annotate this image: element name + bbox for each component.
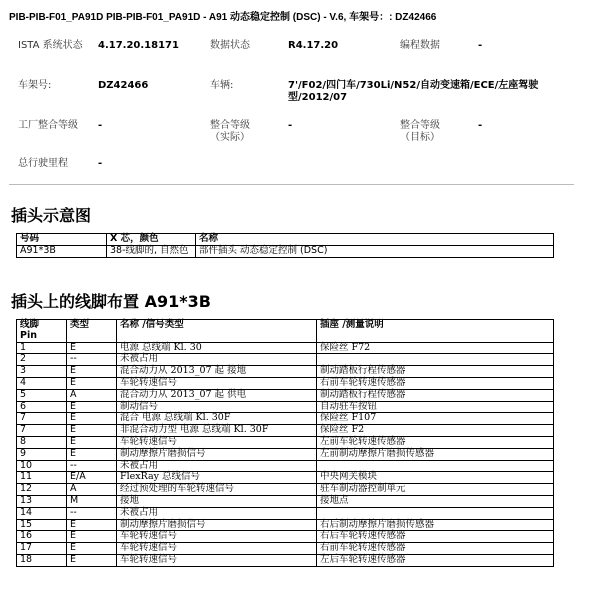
pin-socket: 制动踏板行程传感器 <box>317 366 554 378</box>
target-level-value: - <box>478 120 483 131</box>
pin-socket: 左后车轮转速传感器 <box>317 554 554 566</box>
pin-socket: 驻车制动器控制单元 <box>317 484 554 496</box>
pin-signal: 车轮转速信号 <box>117 543 317 555</box>
pin-socket: 右后制动摩擦片磨损传感器 <box>317 519 554 531</box>
pin-number: 4 <box>17 377 67 389</box>
pin-signal: 非混合动力型 电源 总线端 Kl. 30F <box>117 425 317 437</box>
pin-socket: 右前车轮转速传感器 <box>317 543 554 555</box>
pin-number: 5 <box>17 389 67 401</box>
pin-socket: 左前车轮转速传感器 <box>317 436 554 448</box>
divider <box>9 184 574 185</box>
vehicle-value: 7'/F02/四门车/730Li/N52/自动变速箱/ECE/左座驾驶型/2012/07 <box>288 80 539 103</box>
actual-level-value: - <box>288 120 293 131</box>
pin-type: M <box>67 495 117 507</box>
pin-signal: 混合动力从 2013_07 起 接地 <box>117 366 317 378</box>
pin-assignment-title: 插头上的线脚布置 A91*3B <box>11 292 211 311</box>
pin-socket <box>317 354 554 366</box>
pin-socket: 接地点 <box>317 495 554 507</box>
table-row <box>17 531 554 543</box>
pin-type: E <box>67 413 117 425</box>
data-status-value: R4.17.20 <box>288 40 339 51</box>
pin-type: E/A <box>67 472 117 484</box>
table-row <box>17 554 554 566</box>
pin-signal: 混合 电源 总线端 Kl. 30F <box>117 413 317 425</box>
pin-signal: 接地 <box>117 495 317 507</box>
table-row <box>17 543 554 555</box>
pin-number: 6 <box>17 401 67 413</box>
pin-type: E <box>67 554 117 566</box>
table-row <box>17 472 554 484</box>
header-type: 类型 <box>67 320 117 343</box>
pin-signal: 制动信号 <box>117 401 317 413</box>
pin-type: E <box>67 448 117 460</box>
pin-type: E <box>67 543 117 555</box>
vin-value: DZ42466 <box>98 80 149 91</box>
prog-data-value: - <box>478 40 483 51</box>
pin-number: 1 <box>17 342 67 354</box>
header-signal: 名称 /信号类型 <box>117 320 317 343</box>
mileage-label: 总行驶里程 <box>18 158 68 169</box>
table-row <box>17 389 554 401</box>
pin-table-header <box>17 320 554 343</box>
pin-signal: 制动摩擦片磨损信号 <box>117 448 317 460</box>
table-row <box>17 413 554 425</box>
actual-level-label: 整合等级（实际） <box>210 120 250 143</box>
table-row <box>17 342 554 354</box>
pin-number: 15 <box>17 519 67 531</box>
pin-number: 11 <box>17 472 67 484</box>
pin-signal: 制动摩擦片磨损信号 <box>117 519 317 531</box>
pin-socket: 保险丝 F2 <box>317 425 554 437</box>
pin-number: 18 <box>17 554 67 566</box>
table-row <box>17 448 554 460</box>
pin-number: 12 <box>17 484 67 496</box>
table-row <box>17 507 554 519</box>
table-row <box>17 484 554 496</box>
pin-type: A <box>67 484 117 496</box>
pin-type: -- <box>67 507 117 519</box>
pin-signal: 车轮转速信号 <box>117 531 317 543</box>
pin-signal: 经过预处理的车轮转速信号 <box>117 484 317 496</box>
pin-signal: 电源 总线端 Kl. 30 <box>117 342 317 354</box>
pin-type: E <box>67 342 117 354</box>
pin-socket: 中央网关模块 <box>317 472 554 484</box>
connector-diagram-title: 插头示意图 <box>11 206 92 225</box>
table-row <box>17 460 554 472</box>
ista-value: 4.17.20.18171 <box>98 40 179 51</box>
pin-type: E <box>67 531 117 543</box>
pin-number: 7 <box>17 413 67 425</box>
pin-type: E <box>67 436 117 448</box>
pin-signal: 未被占用 <box>117 354 317 366</box>
header-number: 号码 <box>17 234 107 246</box>
pin-number: 14 <box>17 507 67 519</box>
pin-type: -- <box>67 460 117 472</box>
pin-type: E <box>67 425 117 437</box>
factory-level-label: 工厂整合等级 <box>18 120 78 131</box>
pin-number: 3 <box>17 366 67 378</box>
pin-number: 16 <box>17 531 67 543</box>
pin-type: E <box>67 401 117 413</box>
pin-signal: 车轮转速信号 <box>117 436 317 448</box>
data-status-label: 数据状态 <box>210 40 250 51</box>
pin-number: 7 <box>17 425 67 437</box>
pin-signal: 混合动力从 2013_07 起 供电 <box>117 389 317 401</box>
pin-signal: 未被占用 <box>117 507 317 519</box>
pin-number: 9 <box>17 448 67 460</box>
pin-signal: 未被占用 <box>117 460 317 472</box>
pin-socket <box>317 507 554 519</box>
header-socket: 插座 /测量说明 <box>317 320 554 343</box>
pin-signal: FlexRay 总线信号 <box>117 472 317 484</box>
prog-data-label: 编程数据 <box>400 40 440 51</box>
pin-type: -- <box>67 354 117 366</box>
pin-type: E <box>67 519 117 531</box>
ista-label: ISTA 系统状态 <box>18 40 83 51</box>
table-row <box>17 425 554 437</box>
pin-number: 13 <box>17 495 67 507</box>
table-row <box>17 436 554 448</box>
pin-number: 2 <box>17 354 67 366</box>
connector-table-row <box>17 245 554 257</box>
header-pin: 线脚 Pin <box>17 320 67 343</box>
pin-socket: 保险丝 F72 <box>317 342 554 354</box>
pin-socket: 自动驻车按钮 <box>317 401 554 413</box>
pin-socket: 右前车轮转速传感器 <box>317 377 554 389</box>
document-header: PIB-PIB-F01_PA91D PIB-PIB-F01_PA91D - A91 动态稳定控制 (DSC) - V.6, 车架号：: DZ42466 <box>9 12 437 23</box>
mileage-value: - <box>98 158 103 169</box>
table-row <box>17 354 554 366</box>
pin-table <box>16 319 554 567</box>
table-row <box>17 377 554 389</box>
connector-name: 部件插头 动态稳定控制 (DSC) <box>196 245 554 257</box>
table-row <box>17 495 554 507</box>
pin-signal: 车轮转速信号 <box>117 554 317 566</box>
pin-type: A <box>67 389 117 401</box>
connector-table-header <box>17 234 554 246</box>
table-row <box>17 366 554 378</box>
pin-socket: 保险丝 F107 <box>317 413 554 425</box>
table-row <box>17 519 554 531</box>
pin-type: E <box>67 366 117 378</box>
pin-number: 17 <box>17 543 67 555</box>
header-name: 名称 <box>196 234 554 246</box>
factory-level-value: - <box>98 120 103 131</box>
pin-type: E <box>67 377 117 389</box>
pin-number: 10 <box>17 460 67 472</box>
pin-signal: 车轮转速信号 <box>117 377 317 389</box>
pin-socket: 制动踏板行程传感器 <box>317 389 554 401</box>
vehicle-label: 车辆: <box>210 80 234 91</box>
pin-socket: 左前制动摩擦片磨损传感器 <box>317 448 554 460</box>
vin-label: 车架号: <box>18 80 52 91</box>
target-level-label: 整合等级（目标） <box>400 120 440 143</box>
connector-number: A91*3B <box>17 245 107 257</box>
connector-table <box>16 233 554 258</box>
pin-number: 8 <box>17 436 67 448</box>
table-row <box>17 401 554 413</box>
pin-socket: 右后车轮转速传感器 <box>317 531 554 543</box>
header-cores-color: X 芯，颜色 <box>107 234 196 246</box>
connector-cores: 38-线脚的, 自然色 <box>107 245 196 257</box>
